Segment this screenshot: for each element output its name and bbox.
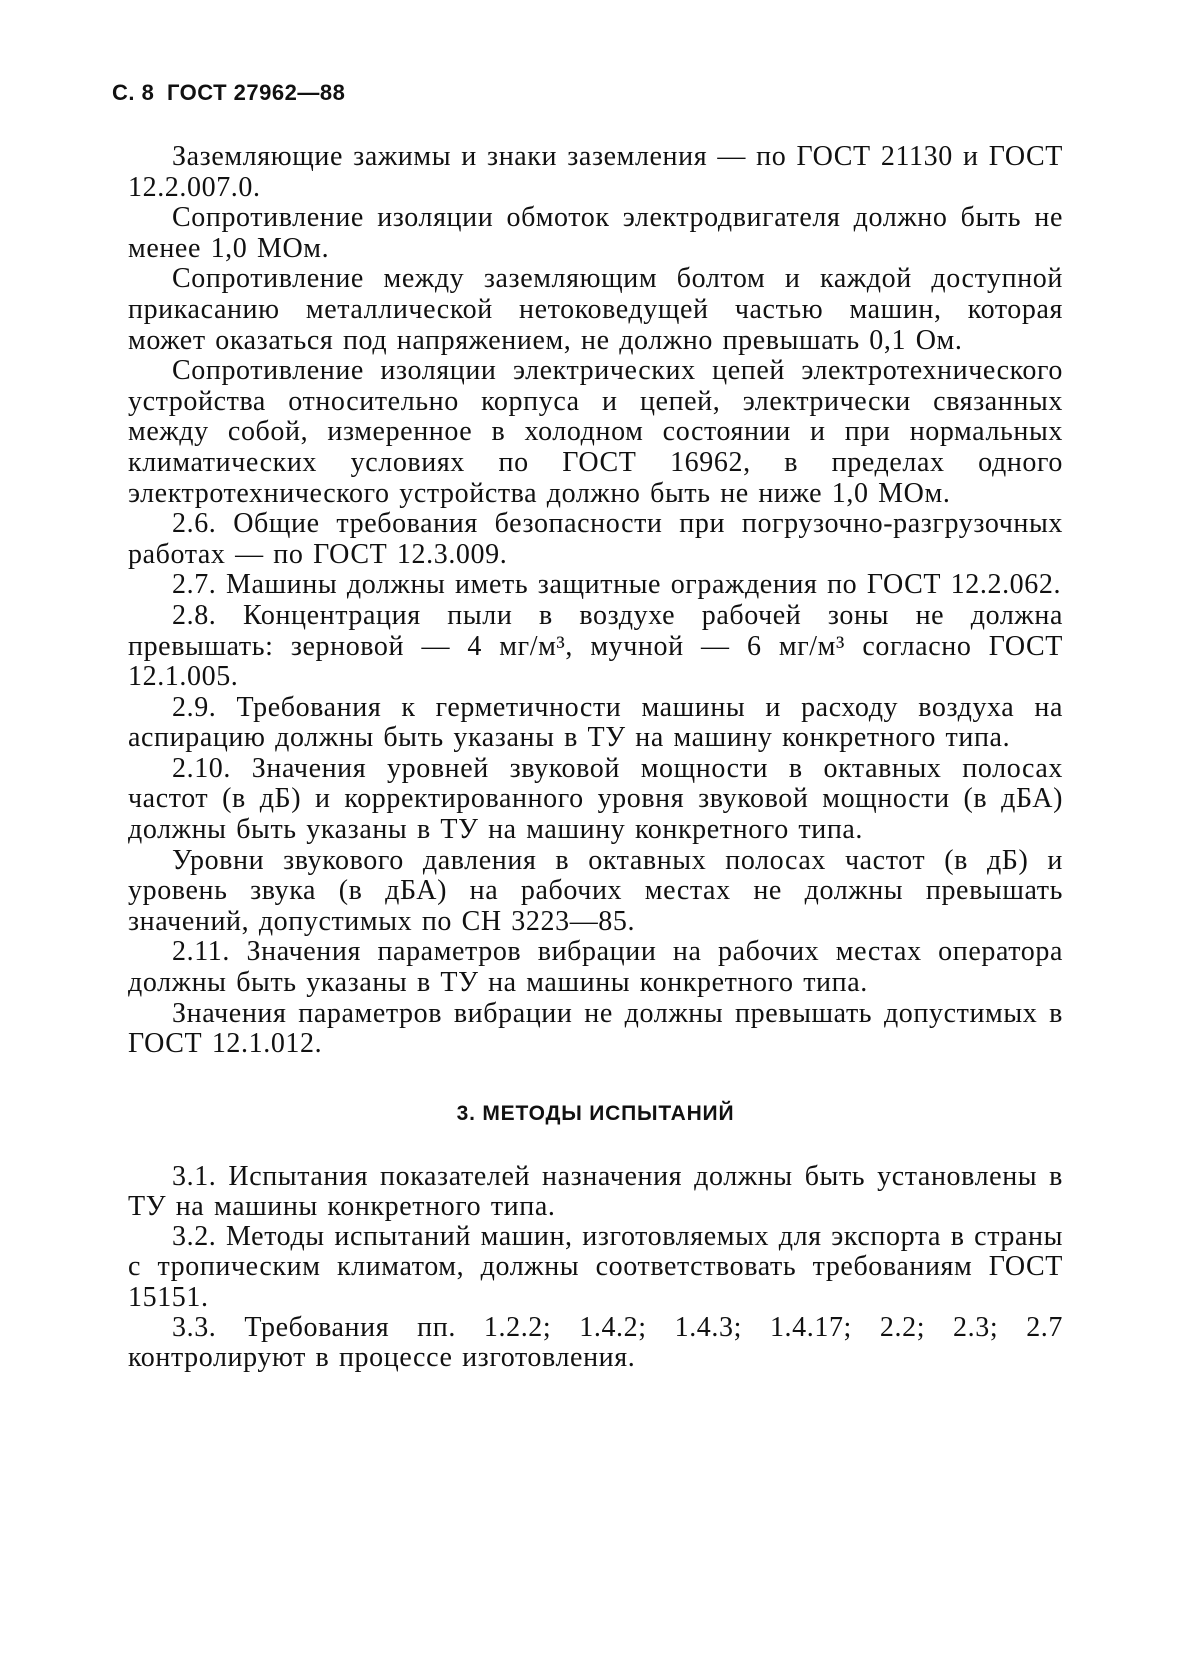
page-number: С. 8 — [112, 80, 155, 105]
paragraph-3-3: 3.3. Требования пп. 1.2.2; 1.4.2; 1.4.3; 1.4.17; 2.2; 2.3; 2.7 контролируют в процессе изготовления. — [128, 1311, 1063, 1374]
body-text — [128, 142, 1063, 1373]
paragraph-grounding-clamps: Заземляющие зажимы и знаки заземления — по ГОСТ 21130 и ГОСТ 12.2.007.0. — [128, 141, 1063, 203]
paragraph-winding-insulation: Сопротивление изоляции обмоток электродвигателя должно быть не менее 1,0 МОм. — [128, 202, 1063, 264]
section-3-body — [128, 1162, 1063, 1373]
paragraph-3-1: 3.1. Испытания показателей назначения должны быть установлены в ТУ на машины конкретного типа. — [128, 1160, 1063, 1223]
page-header — [112, 80, 345, 106]
paragraph-3-2: 3.2. Методы испытаний машин, изготовляемых для экспорта в страны с тропическим климатом, должны соответствовать требованиям ГОСТ 15151. — [128, 1221, 1063, 1313]
paragraph-2-8: 2.8. Концентрация пыли в воздухе рабочей зоны не должна превышать: зерновой — 4 мг/м³, мучной — 6 мг/м³ согласно ГОСТ 12.1.005. — [128, 599, 1063, 693]
paragraph-2-9: 2.9. Требования к герметичности машины и расходу воздуха на аспирацию должны быть указаны в ТУ на машину конкретного типа. — [128, 691, 1063, 754]
paragraph-2-11: 2.11. Значения параметров вибрации на рабочих местах оператора должны быть указаны в ТУ на машины конкретного типа. — [128, 936, 1063, 999]
standard-code: ГОСТ 27962—88 — [166, 80, 346, 105]
paragraph-vibration-limits: Значения параметров вибрации не должны превышать допустимых в ГОСТ 12.1.012. — [128, 997, 1063, 1060]
paragraph-2-7: 2.7. Машины должны иметь защитные ограждения по ГОСТ 12.2.062. — [172, 569, 1062, 601]
paragraph-grounding-resistance: Сопротивление между заземляющим болтом и каждой доступной прикасанию металлической нетоковедущей частью машин, которая может оказаться под напряжением, не должно превышать 0,1 Ом. — [128, 263, 1063, 356]
paragraph-circuit-insulation: Сопротивление изоляции электрических цепей электротехнического устройства относительно корпуса и цепей, электрически связанных между собой, измеренное в холодном состоянии и при нормальных климатических условиях по ГОСТ 16962, в пределах одного электротехнического устройства должно быть не ниже 1,0 МОм. — [128, 355, 1063, 509]
section-title: 3. МЕТОДЫ ИСПЫТАНИЙ — [456, 1101, 735, 1125]
paragraph-2-10: 2.10. Значения уровней звуковой мощности в октавных полосах частот (в дБ) и корректированного уровня звуковой мощности (в дБА) должны быть указаны в ТУ на машину конкретного типа. — [128, 752, 1063, 846]
paragraph-sound-pressure: Уровни звукового давления в октавных полосах частот (в дБ) и уровень звука (в дБА) на рабочих местах не должны превышать значений, допустимых по СН 3223—85. — [128, 844, 1063, 937]
paragraph-2-6: 2.6. Общие требования безопасности при погрузочно-разгрузочных работах — по ГОСТ 12.3.009. — [128, 508, 1063, 570]
